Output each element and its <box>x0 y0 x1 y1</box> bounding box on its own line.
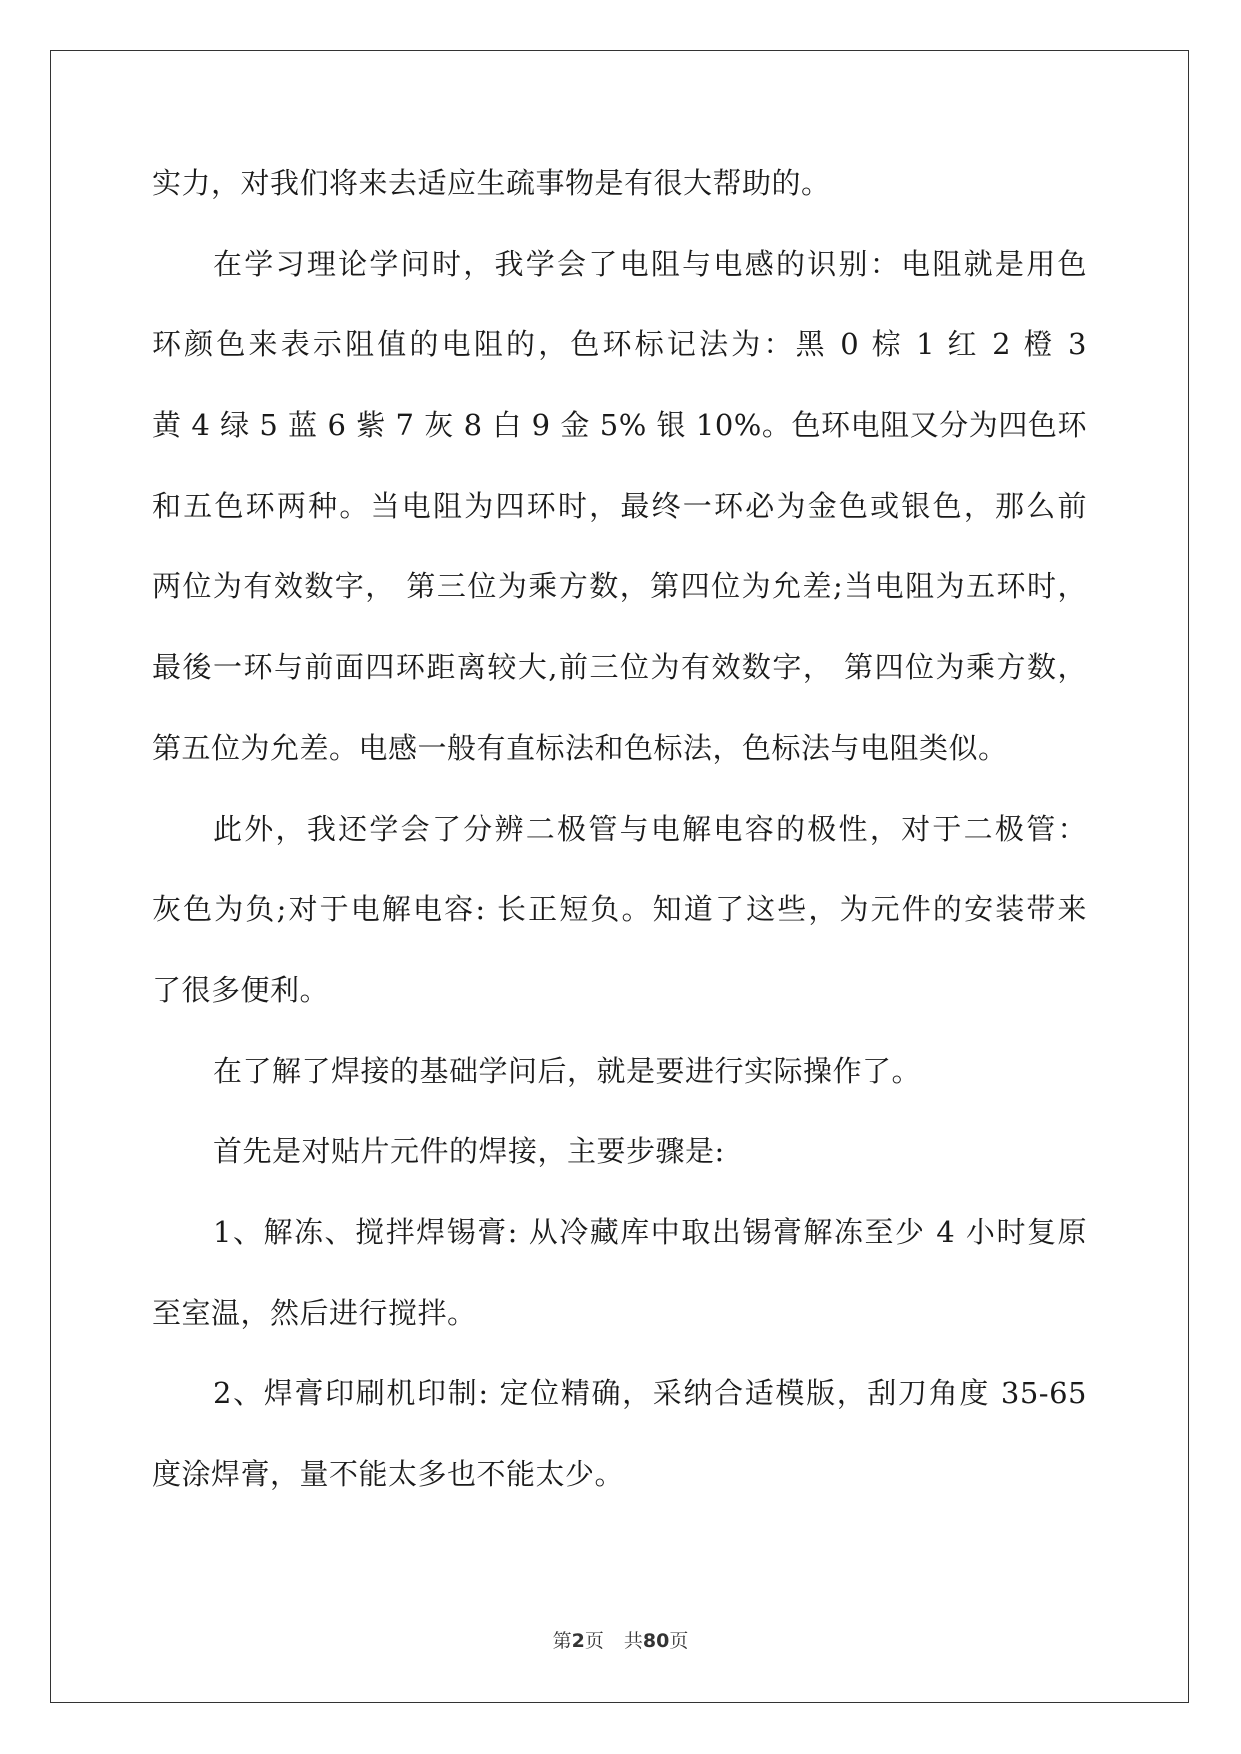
footer-total-prefix: 共 <box>623 1630 643 1652</box>
footer-page-unit: 页 <box>584 1630 604 1652</box>
body-line: 了很多便利。 <box>152 972 330 1007</box>
footer-total-pages: 80 <box>642 1630 670 1652</box>
body-line: 第五位为允差。电感一般有直标法和色标法，色标法与电阻类似。 <box>152 730 1008 765</box>
body-line: 1、解冻、搅拌焊锡膏: 从冷藏库中取出锡膏解冻至少 4 小时复原 <box>213 1214 1087 1249</box>
body-line: 和五色环两种。当电阻为四环时，最终一环必为金色或银色，那么前 <box>152 488 1087 523</box>
body-line: 灰色为负;对于电解电容: 长正短负。知道了这些，为元件的安装带来 <box>152 892 1087 927</box>
body-line: 在了解了焊接的基础学问后，就是要进行实际操作了。 <box>213 1053 922 1088</box>
document-body <box>152 157 1087 1529</box>
body-line: 2、焊膏印刷机印制: 定位精确，采纳合适模版，刮刀角度 35-65 <box>213 1376 1087 1411</box>
body-line: 最後一环与前面四环距离较大,前三位为有效数字， 第四位为乘方数， <box>152 650 1087 685</box>
footer-current-page: 2 <box>571 1630 585 1652</box>
body-line: 至室温，然后进行搅拌。 <box>152 1295 477 1330</box>
body-line: 度涂焊膏，量不能太多也不能太少。 <box>152 1457 625 1491</box>
body-line: 两位为有效数字， 第三位为乘方数，第四位为允差;当电阻为五环时， <box>152 569 1087 604</box>
body-line: 此外，我还学会了分辨二极管与电解电容的极性，对于二极管： <box>213 811 1087 846</box>
footer-page-prefix: 第 <box>552 1630 572 1652</box>
body-line: 在学习理论学问时，我学会了电阻与电感的识别：电阻就是用色 <box>213 246 1087 281</box>
body-line: 实力，对我们将来去适应生疏事物是有很大帮助的。 <box>152 166 831 200</box>
body-line: 环颜色来表示阻值的电阻的，色环标记法为：黑 0 棕 1 红 2 橙 3 <box>152 327 1087 362</box>
body-line: 首先是对贴片元件的焊接，主要步骤是: <box>213 1134 725 1169</box>
page-footer <box>0 1626 1241 1653</box>
footer-total-unit: 页 <box>669 1630 689 1652</box>
body-line: 黄 4 绿 5 蓝 6 紫 7 灰 8 白 9 金 5% 银 10%。色环电阻又分为四色环 <box>152 408 1087 443</box>
